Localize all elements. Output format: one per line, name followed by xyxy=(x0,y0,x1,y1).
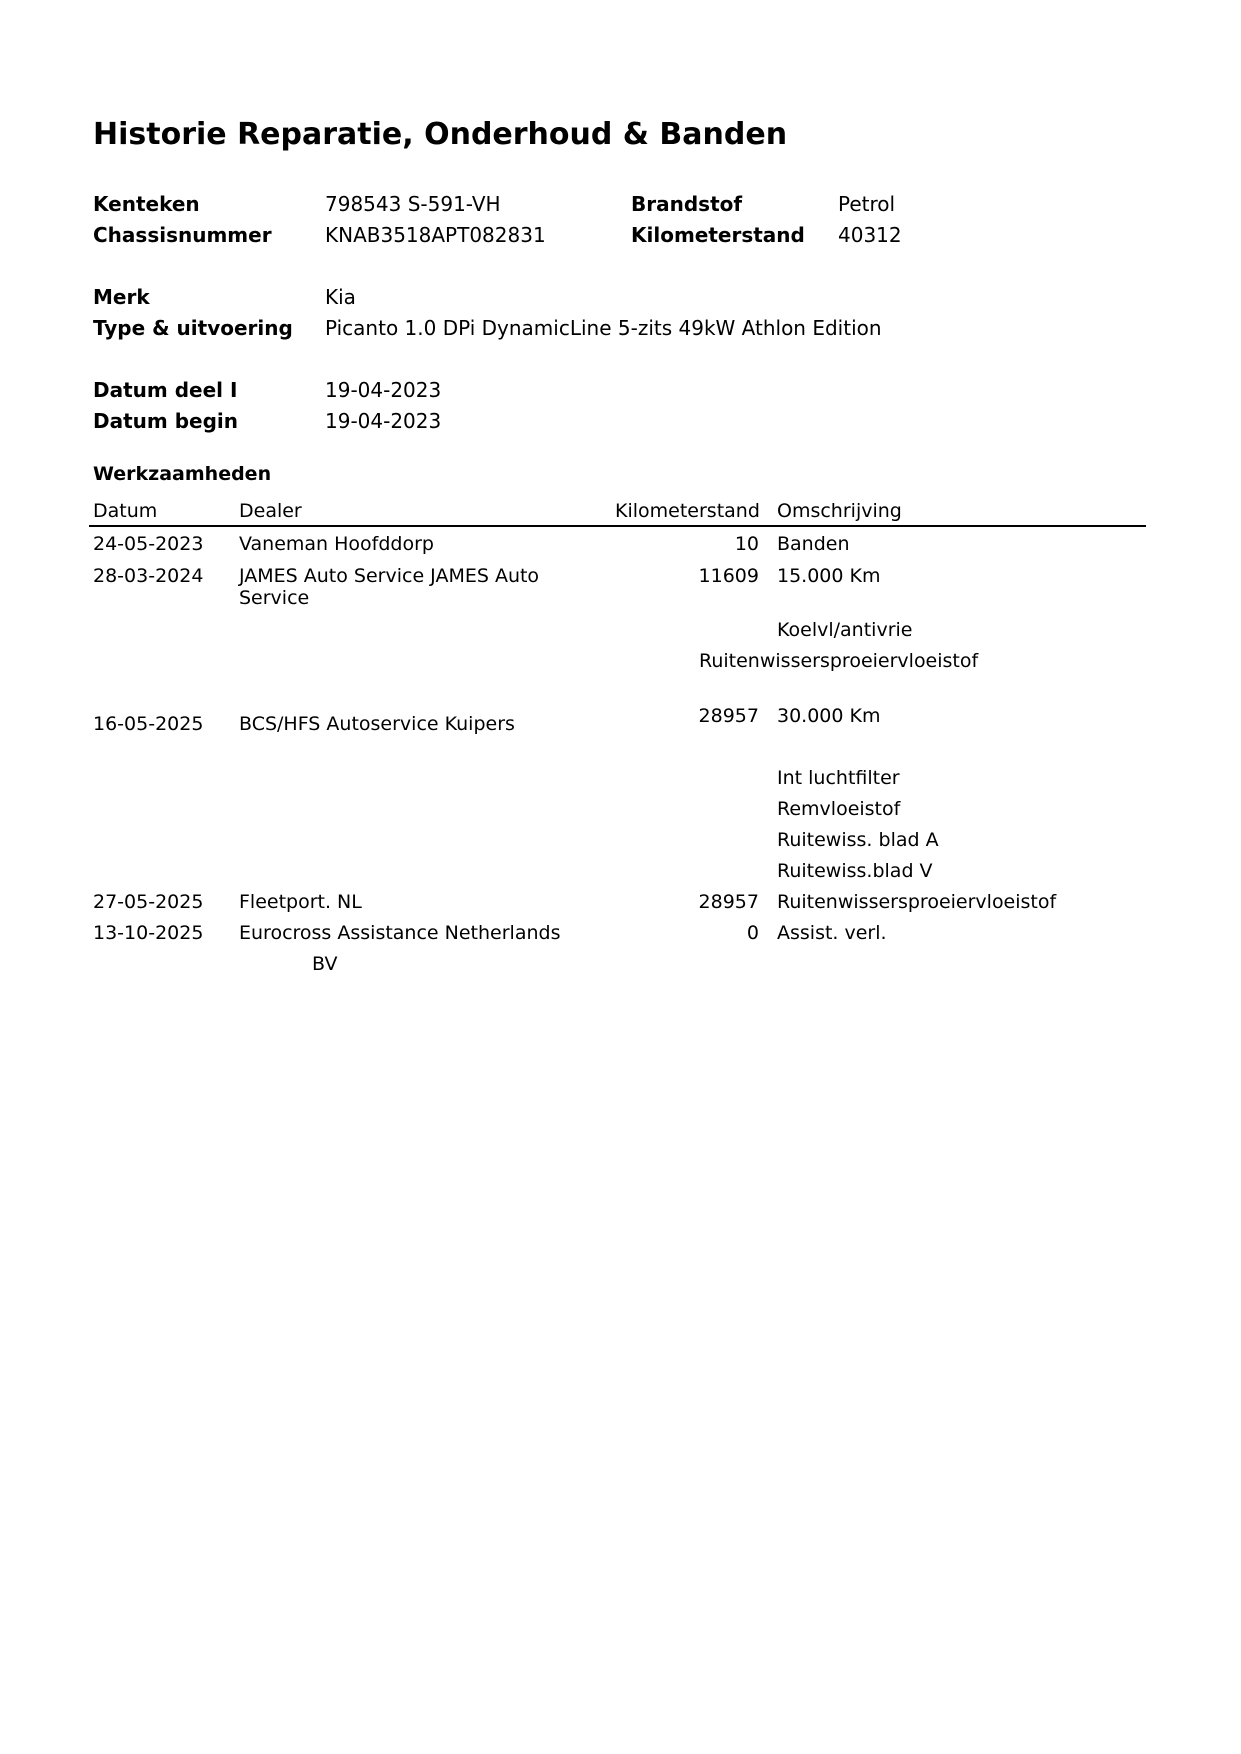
row-omschrijving: Ruitenwissersproeiervloeistof xyxy=(777,891,1057,913)
row-datum: 24-05-2023 xyxy=(93,533,204,555)
row-omschrijving: Int luchtfilter xyxy=(777,767,900,789)
row-dealer: Vaneman Hoofddorp xyxy=(239,533,434,555)
header-omschrijving: Omschrijving xyxy=(777,500,902,522)
row-datum: 28-03-2024 xyxy=(93,565,204,587)
row-km: 28957 xyxy=(698,705,759,727)
row-dealer-line2: Service xyxy=(239,587,310,609)
row-km: 10 xyxy=(734,533,759,555)
row-datum: 13-10-2025 xyxy=(93,922,204,944)
datum-begin-value: 19-04-2023 xyxy=(325,409,442,433)
row-omschrijving: Banden xyxy=(777,533,850,555)
row-datum: 16-05-2025 xyxy=(93,713,204,735)
row-omschrijving: Ruitenwissersproeiervloeistof xyxy=(699,650,979,672)
header-kilometerstand: Kilometerstand xyxy=(615,500,760,522)
row-omschrijving: Remvloeistof xyxy=(777,798,901,820)
chassis-label: Chassisnummer xyxy=(93,223,272,247)
brandstof-label: Brandstof xyxy=(631,192,743,216)
row-omschrijving: 30.000 Km xyxy=(777,705,881,727)
row-omschrijving: 15.000 Km xyxy=(777,565,881,587)
section-title: Werkzaamheden xyxy=(93,463,272,485)
row-dealer-line2: BV xyxy=(312,953,338,975)
row-omschrijving: Ruitewiss.blad V xyxy=(777,860,933,882)
row-omschrijving: Ruitewiss. blad A xyxy=(777,829,939,851)
page-title: Historie Reparatie, Onderhoud & Banden xyxy=(93,117,788,152)
kilometerstand-label: Kilometerstand xyxy=(631,223,805,247)
row-omschrijving: Assist. verl. xyxy=(777,922,887,944)
header-rule xyxy=(89,525,1146,527)
merk-value: Kia xyxy=(325,285,356,309)
header-dealer: Dealer xyxy=(239,500,302,522)
type-label: Type & uitvoering xyxy=(93,316,293,340)
type-value: Picanto 1.0 DPi DynamicLine 5-zits 49kW Athlon Edition xyxy=(325,316,882,340)
datum-deel-value: 19-04-2023 xyxy=(325,378,442,402)
brandstof-value: Petrol xyxy=(838,192,896,216)
kilometerstand-value: 40312 xyxy=(838,223,902,247)
row-dealer: JAMES Auto Service JAMES Auto xyxy=(239,565,540,587)
merk-label: Merk xyxy=(93,285,150,309)
datum-begin-label: Datum begin xyxy=(93,409,238,433)
header-datum: Datum xyxy=(93,500,158,522)
row-omschrijving: Koelvl/antivrie xyxy=(777,619,913,641)
kenteken-value: 798543 S-591-VH xyxy=(325,192,501,216)
row-km: 28957 xyxy=(698,891,759,913)
row-datum: 27-05-2025 xyxy=(93,891,204,913)
kenteken-label: Kenteken xyxy=(93,192,200,216)
row-km: 11609 xyxy=(698,565,759,587)
row-dealer: BCS/HFS Autoservice Kuipers xyxy=(239,713,515,735)
chassis-value: KNAB3518APT082831 xyxy=(325,223,546,247)
row-dealer: Eurocross Assistance Netherlands xyxy=(239,922,561,944)
datum-deel-label: Datum deel I xyxy=(93,378,238,402)
row-km: 0 xyxy=(746,922,759,944)
row-dealer: Fleetport. NL xyxy=(239,891,362,913)
